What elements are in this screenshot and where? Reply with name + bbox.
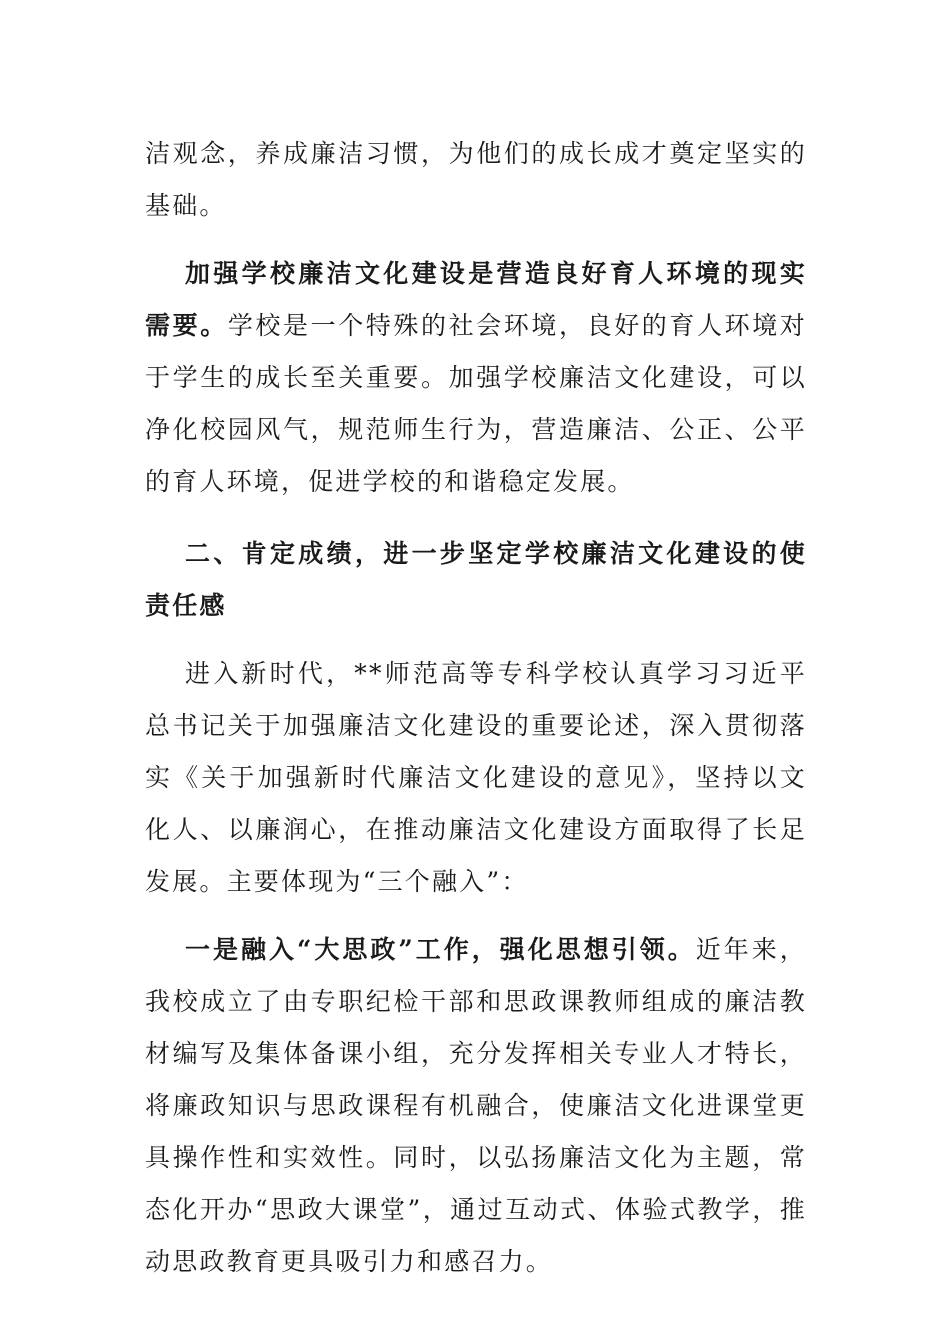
paragraph-achievements: 进入新时代，**师范高等专科学校认真学习习近平总书记关于加强廉洁文化建设的重要论述，深入贯彻落实《关于加强新时代廉洁文化建设的意见》，坚持以文化人、以廉润心，在推动廉洁文化建设方面取得了长足发展。主要体现为“三个融入”： (145, 659, 807, 896)
paragraph-continuation: 洁观念，养成廉洁习惯，为他们的成长成才奠定坚实的基础。 (145, 139, 807, 220)
paragraph-lead-heading: 加强学校廉洁文化建设是营造良好育人环境的现实需要。 (145, 259, 807, 340)
section-heading: 二、肯定成绩，进一步坚定学校廉洁文化建设的使责任感 (145, 539, 807, 620)
paragraph-lead-heading: 一是融入“大思政”工作，强化思想引领。 (185, 935, 696, 964)
document-page (145, 128, 807, 1288)
paragraph-body: 近年来，我校成立了由专职纪检干部和思政课教师组成的廉洁教材编写及集体备课小组，充分发挥相关专业人才特长，将廉政知识与思政课程有机融合，使廉洁文化进课堂更具操作性和实效性。同时，以弘扬廉洁文化为主题，常态化开办“思政大课堂”，通过互动式、体验式教学，推动思政教育更具吸引力和感召力。 (145, 935, 808, 1276)
paragraph-body: 学校是一个特殊的社会环境，良好的育人环境对于学生的成长至关重要。加强学校廉洁文化建设，可以净化校园风气，规范师生行为，营造廉洁、公正、公平的育人环境，促进学校的和谐稳定发展。 (145, 311, 808, 496)
paragraph-first-integration (145, 924, 807, 1288)
paragraph-learning-environment (145, 248, 807, 508)
